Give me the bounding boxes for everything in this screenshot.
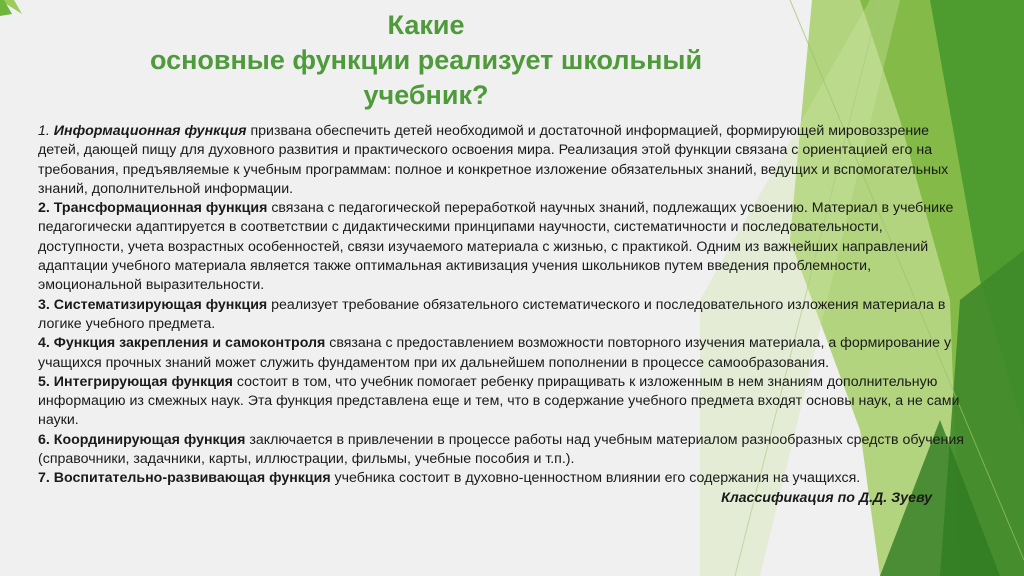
title-line-2: основные функции реализует школьный: [149, 45, 703, 75]
item-number: 5.: [38, 373, 50, 390]
item-term: Интегрирующая функция: [53, 373, 233, 390]
list-item: [38, 469, 968, 488]
item-text: состоит в том, что учебник помогает ребенку приращивать к изложенным в нем знаниям дополнительную информацию из смежных наук. Эта функция представлена еще и тем, что в содержание учебного предмета входят основы наук, а не сами науки.: [38, 373, 960, 429]
list-item: [38, 296, 968, 335]
item-number: 1.: [38, 123, 50, 139]
item-term: Систематизирующая функция: [53, 296, 268, 313]
item-term: Координирующая функция: [53, 431, 246, 448]
item-number: 7.: [38, 470, 50, 487]
item-text: связана с предоставлением возможности повторного изучения материала, а формирование у учащихся прочных знаний может служить фундаментом при их дальнейшем пополнении в процессе самообразования.: [38, 335, 952, 371]
title-line-1: Какие: [387, 10, 465, 40]
item-text: призвана обеспечить детей необходимой и достаточной информацией, формирующей мировоззрение детей, дающей пищу для духовного развития и практического освоения мира. Реализация этой функции связана с ориентацией его на требования, предъявляемые к учебным программам: полное и конкретное изложение обязательных знаний, ведущих и вспомогательных знаний, дополнительной информации.: [38, 123, 949, 197]
item-text: учебника состоит в духовно-ценностном влиянии его содержания на учащихся.: [330, 470, 861, 487]
item-number: 2.: [38, 200, 50, 217]
classification-note: Классификация по Д.Д. Зуеву: [721, 489, 932, 506]
list-item: [38, 199, 968, 295]
slide-title: [96, 8, 756, 113]
item-text: реализует требование обязательного систематического и последовательного изложения материала в логике учебного предмета.: [38, 296, 946, 332]
functions-list: [38, 122, 968, 508]
item-text: заключается в привлечении в процессе работы над учебным материалом разнообразных средств обучения (справочники, задачники, карты, иллюстрации, фильмы, учебные пособия и т.п.).: [38, 431, 964, 468]
item-number: 4.: [38, 335, 50, 352]
item-term: Информационная функция: [53, 123, 247, 139]
list-item: [38, 431, 968, 470]
item-text: связана с педагогической переработкой научных знаний, подлежащих усвоению. Материал в учебнике педагогически адаптируется в соответствии с дидактическими принципами научности, систематичности и последовательности, доступности, учета возрастных особенностей, связи изучаемого материала с жизнью, с практикой. Одним из важнейших направлений адаптации учебного материала является также оптимальная активизация учения школьников путем введения проблемности, эмоциональной выразительности.: [38, 200, 954, 294]
list-item: [38, 122, 968, 199]
list-item: [38, 373, 968, 431]
item-term: Воспитательно-развивающая функция: [53, 470, 331, 487]
list-item: [38, 334, 968, 373]
item-term: Трансформационная функция: [53, 200, 268, 217]
title-line-3: учебник?: [363, 80, 489, 110]
item-term: Функция закрепления и самоконтроля: [53, 335, 326, 352]
item-number: 3.: [38, 296, 50, 313]
item-number: 6.: [38, 431, 50, 448]
